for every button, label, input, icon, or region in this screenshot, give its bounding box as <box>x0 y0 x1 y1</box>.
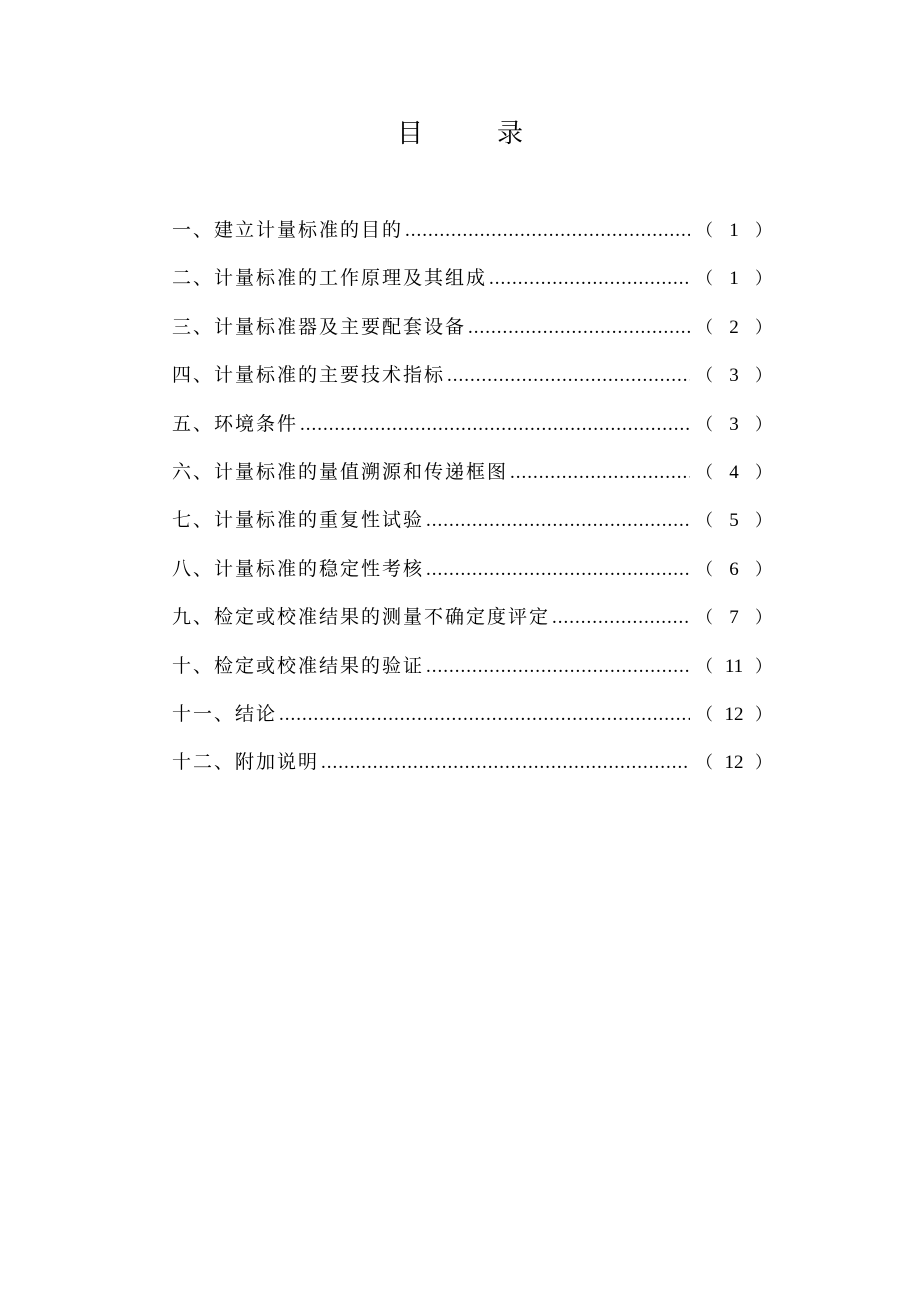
open-paren: （ <box>696 317 713 338</box>
open-paren: （ <box>696 704 713 725</box>
toc-page-number: 1 <box>729 268 739 290</box>
toc-entry[interactable] <box>172 646 772 694</box>
close-paren: ） <box>755 462 772 483</box>
toc-page-number: 2 <box>729 316 739 338</box>
toc-entry-label: 十、检定或校准结果的验证 <box>172 654 425 677</box>
toc-dot-leader <box>468 308 690 348</box>
toc-entry-label: 六、计量标准的量值溯源和传递框图 <box>172 460 509 483</box>
toc-page-ref <box>696 405 772 445</box>
toc-entry-label: 四、计量标准的主要技术指标 <box>172 364 446 387</box>
close-paren: ） <box>755 269 772 290</box>
toc-entry[interactable] <box>172 404 772 452</box>
open-paren: （ <box>696 753 713 774</box>
toc-entry-label: 七、计量标准的重复性试验 <box>172 509 425 532</box>
toc-entry[interactable] <box>172 694 772 742</box>
toc-dot-leader <box>426 501 690 541</box>
title-char-1: 目 <box>396 119 423 149</box>
toc-page-ref <box>696 647 772 687</box>
open-paren: （ <box>696 269 713 290</box>
toc-page-ref <box>696 598 772 638</box>
toc-page-number: 1 <box>729 220 739 241</box>
toc-page-number: 12 <box>724 752 744 774</box>
toc-entry-label: 十二、附加说明 <box>172 751 320 774</box>
toc-dot-leader <box>552 598 690 638</box>
toc-dot-leader <box>447 356 690 396</box>
close-paren: ） <box>755 511 772 532</box>
close-paren: ） <box>755 317 772 338</box>
toc-page-number: 11 <box>724 655 744 677</box>
toc-page-ref <box>696 550 772 590</box>
toc-page-ref <box>696 211 772 251</box>
toc-dot-leader <box>405 211 690 251</box>
open-paren: （ <box>696 511 713 532</box>
toc-dot-leader <box>321 743 690 783</box>
close-paren: ） <box>755 414 772 435</box>
open-paren: （ <box>696 221 713 241</box>
close-paren: ） <box>755 753 772 774</box>
toc-entry-label: 九、检定或校准结果的测量不确定度评定 <box>172 606 551 629</box>
toc-page-number: 3 <box>729 413 739 435</box>
open-paren: （ <box>696 462 713 483</box>
open-paren: （ <box>696 366 713 387</box>
toc-entry[interactable] <box>172 742 772 790</box>
open-paren: （ <box>696 414 713 435</box>
toc-page-number: 6 <box>729 558 739 580</box>
toc-entry[interactable] <box>172 210 772 258</box>
toc-entry[interactable] <box>172 258 772 306</box>
toc-page-ref <box>696 453 772 493</box>
close-paren: ） <box>755 221 772 241</box>
title-char-2: 录 <box>497 119 524 149</box>
toc-entry-label: 八、计量标准的稳定性考核 <box>172 557 425 580</box>
open-paren: （ <box>696 608 713 629</box>
open-paren: （ <box>696 656 713 677</box>
close-paren: ） <box>755 608 772 629</box>
close-paren: ） <box>755 704 772 725</box>
toc-page-number: 12 <box>724 703 744 725</box>
toc-page-number: 3 <box>729 365 739 387</box>
toc-page-ref <box>696 308 772 348</box>
toc-page-number: 7 <box>729 607 739 629</box>
toc-page-ref <box>696 501 772 541</box>
toc-entry-label: 五、环境条件 <box>172 412 299 435</box>
toc-dot-leader <box>279 695 690 735</box>
toc-page-ref <box>696 259 772 299</box>
toc-dot-leader <box>426 647 690 687</box>
toc-entry[interactable] <box>172 452 772 500</box>
toc-entry-label: 三、计量标准器及主要配套设备 <box>172 315 467 338</box>
close-paren: ） <box>755 656 772 677</box>
toc-page-ref <box>696 695 772 735</box>
toc-entry[interactable] <box>172 307 772 355</box>
toc-dot-leader <box>426 550 690 590</box>
toc-page-ref <box>696 743 772 783</box>
toc-dot-leader <box>489 259 690 299</box>
toc-page-number: 4 <box>729 461 739 483</box>
toc-dot-leader <box>510 453 690 493</box>
toc-entry-label: 一、建立计量标准的目的 <box>172 219 404 241</box>
toc-entry[interactable] <box>172 355 772 403</box>
page-title <box>0 114 920 154</box>
toc-entry-label: 十一、结论 <box>172 702 278 725</box>
close-paren: ） <box>755 366 772 387</box>
toc-page-ref <box>696 356 772 396</box>
toc-entry[interactable] <box>172 549 772 597</box>
table-of-contents <box>172 210 772 791</box>
toc-page-number: 5 <box>729 510 739 532</box>
toc-dot-leader <box>300 405 690 445</box>
close-paren: ） <box>755 559 772 580</box>
open-paren: （ <box>696 559 713 580</box>
toc-entry[interactable] <box>172 500 772 548</box>
toc-entry-label: 二、计量标准的工作原理及其组成 <box>172 267 488 290</box>
toc-entry[interactable] <box>172 597 772 645</box>
